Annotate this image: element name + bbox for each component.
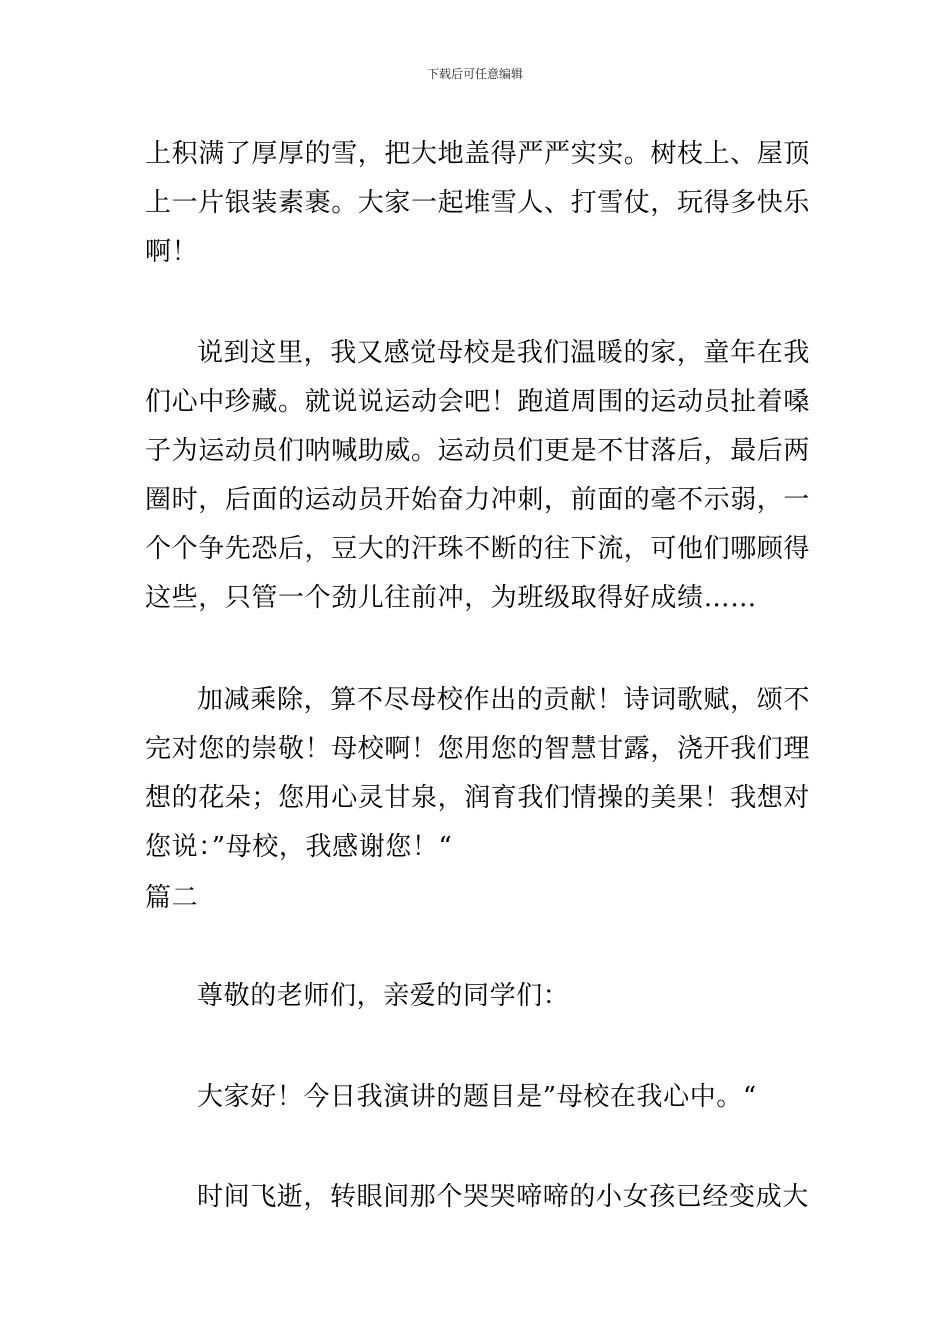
section-heading: 篇二 <box>145 883 199 913</box>
paragraph-salutation: 尊敬的老师们，亲爱的同学们： <box>197 981 570 1011</box>
page-header: 下载后可任意编辑 <box>426 67 523 81</box>
paragraph-speech-title: 大家好！今日我演讲的题目是”母校在我心中。“ <box>197 1082 757 1112</box>
paragraph-snow: 上积满了厚厚的雪，把大地盖得严严实实。树枝上、屋顶上一片银装素裹。大家一起堆雪人、打雪仗，玩得多快乐啊！ <box>145 139 811 267</box>
paragraph-time-flies: 时间飞逝，转眼间那个哭哭啼啼的小女孩已经变成大 <box>197 1182 809 1212</box>
paragraph-gratitude: 加减乘除，算不尽母校作出的贡献！诗词歌赋，颂不完对您的崇敬！母校啊！您用您的智慧甘露，浇开我们理想的花朵；您用心灵甘泉，润育我们情操的美果！我想对您说：”母校，我感谢您！“ <box>145 685 811 862</box>
paragraph-sports-meet: 说到这里，我又感觉母校是我们温暖的家，童年在我们心中珍藏。就说说运动会吧！跑道周围的运动员扯着嗓子为运动员们呐喊助威。运动员们更是不甘落后，最后两圈时，后面的运动员开始奋力冲刺，前面的毫不示弱，一个个争先恐后，豆大的汗珠不断的往下流，可他们哪顾得这些，只管一个劲儿往前冲，为班级取得好成绩…… <box>145 338 811 613</box>
